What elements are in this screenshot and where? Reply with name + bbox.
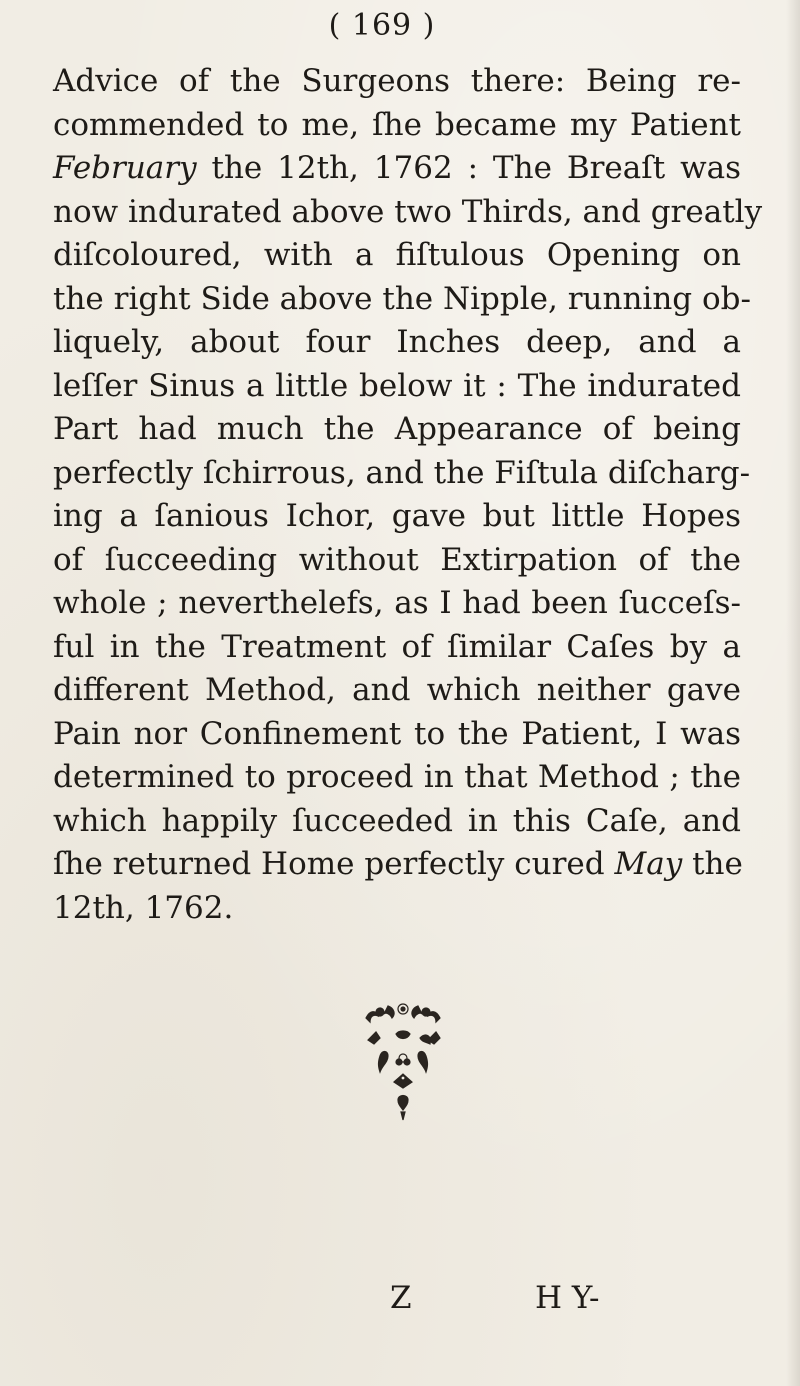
- text-line: ful in the Treatment of ſimilar Caſes by a: [53, 628, 741, 665]
- italic-month: February: [53, 150, 197, 186]
- text-line: diſcoloured, with a fiſtulous Opening on: [53, 237, 741, 273]
- text-line: liquely, about four Inches deep, and a: [53, 324, 741, 360]
- text-line: perfectly ſchirrous, and the Fiſtula diſcharg-: [53, 454, 751, 491]
- text-line: which happily ſucceeded in this Caſe, and: [53, 802, 741, 839]
- text-line: commended to me, ſhe became my Patient: [53, 106, 741, 143]
- text-line: ſhe returned Home perfectly cured May the: [53, 846, 743, 882]
- text-line: Part had much the Appearance of being: [53, 411, 741, 447]
- text-line: determined to proceed in that Method ; the: [53, 759, 741, 795]
- text-line: 12th, 1762.: [53, 889, 234, 926]
- text-line: of ſucceeding without Extirpation of the: [53, 541, 741, 578]
- text-line: Advice of the Surgeons there: Being re-: [53, 63, 741, 99]
- text-line: February the 12th, 1762 : The Breaſt was: [53, 150, 741, 186]
- text-line: ing a ſanious Ichor, gave but little Hopes: [53, 498, 741, 534]
- signature-mark: Z: [390, 1280, 412, 1316]
- page-edge-shadow: [786, 0, 800, 1386]
- text-line: different Method, and which neither gave: [53, 672, 741, 708]
- text-line: leſſer Sinus a little below it : The indurated: [53, 367, 741, 404]
- printers-ornament-icon: [358, 1000, 448, 1150]
- catchword: H Y-: [535, 1280, 600, 1316]
- body-text: [53, 60, 763, 930]
- italic-month: May: [614, 846, 683, 882]
- text-line: whole ; neverthelefs, as I had been ſucceſs-: [53, 585, 741, 621]
- page-number: ( 169 ): [328, 8, 436, 43]
- text-line: the right Side above the Nipple, running ob-: [53, 280, 751, 317]
- text-line: now indurated above two Thirds, and greatly: [53, 193, 763, 230]
- text-line: Pain nor Confinement to the Patient, I was: [53, 715, 741, 752]
- footer-row: [0, 1280, 800, 1320]
